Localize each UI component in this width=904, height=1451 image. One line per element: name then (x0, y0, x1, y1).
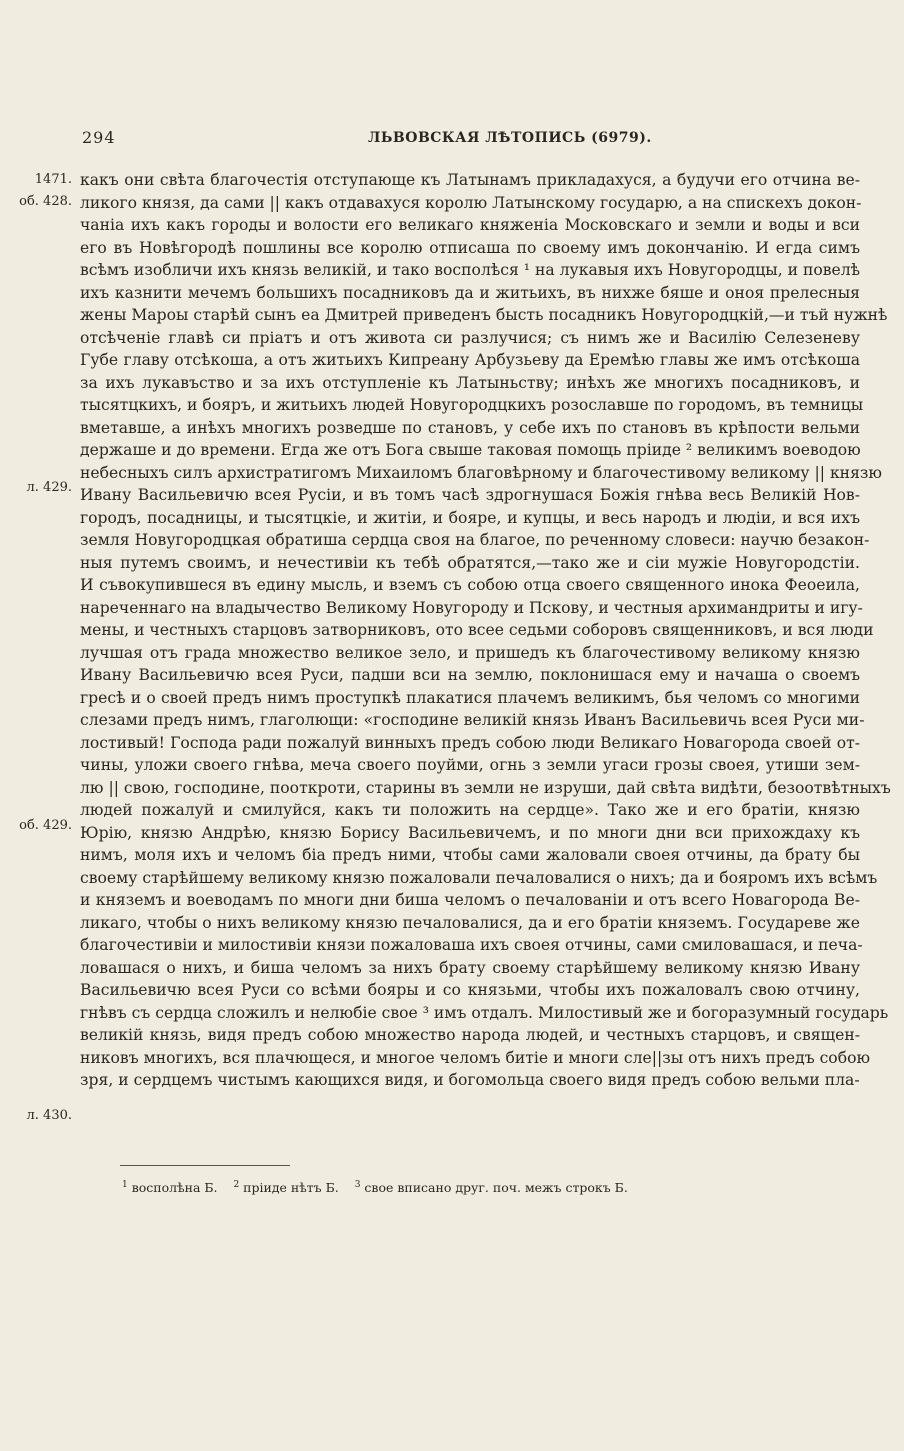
text-line: Юрію, князю Андрѣю, князю Борису Васильевичемъ, и по многи дни вси прихождаху къ (80, 823, 860, 842)
text-line: великій князь, видя предъ собою множество народа людей, и честныхъ старцовъ, и священ- (80, 1026, 860, 1044)
margin-note-year: 1471. (34, 172, 72, 187)
text-line: лю || свою, господине, пооткроти, старины въ земли не изруши, дай свѣта видѣти, безоотвѣтныхъ (80, 778, 891, 797)
margin-notes (0, 0, 78, 1451)
text-line: и княземъ и воеводамъ по многи дни биша челомъ о печалованіи и отъ всего Новагорода Ве- (80, 891, 860, 909)
footnotes (122, 1180, 628, 1195)
text-line: ликого князя, да сами || какъ отдавахуся королю Латынскому государю, а на спискехъ докон- (80, 193, 862, 212)
text-line: зря, и сердцемъ чистымъ кающихся видя, и богомольца своего видя предъ собою вельми пла- (80, 1071, 860, 1089)
page-header (0, 128, 904, 152)
text-line: земля Новугородцкая обратиша сердца своя на благое, по реченному словеси: научю безакон- (80, 531, 870, 549)
text-line: гресѣ и о своей предъ нимъ проступкѣ плакатися плачемъ великимъ, бья челомъ со многими (80, 688, 860, 707)
footnote-marker: 2 (233, 1180, 240, 1190)
text-line: небесныхъ силъ архистратигомъ Михаиломъ благовѣрному и благочестивому великому || князю (80, 463, 882, 482)
text-line: ликаго, чтобы о нихъ великому князю печаловалися, да и его братіи княземъ. Государеве же (80, 913, 860, 932)
text-line: И съвокупившеся въ едину мысль, и вземъ съ собою отца своего священного инока Феоеила, (80, 576, 860, 594)
text-line: своему старѣйшему великому князю пожаловали печаловалися о нихъ; да и бояромъ ихъ всѣмъ (80, 868, 878, 887)
text-line: вметавше, а инѣхъ многихъ розведше по становъ, у себе ихъ по становъ въ крѣпости вельми (80, 418, 860, 437)
text-line: лостивый! Господа ради пожалуй винныхъ предъ собою люди Великаго Новагорода своей от- (80, 733, 860, 752)
text-line: мены, и честныхъ старцовъ затворниковъ, ото всее седьми соборовъ священниковъ, и вся люди (80, 621, 874, 639)
running-title: ЛЬВОВСКАЯ ЛѢТОПИСЬ (6979). (368, 130, 652, 146)
footnote-text: свое вписано друг. поч. межъ строкъ Б. (364, 1180, 628, 1196)
footnote-marker: 1 (122, 1180, 128, 1190)
footnote-text: восполѣна Б. (131, 1180, 218, 1196)
page-number: 294 (82, 128, 116, 147)
footnote-divider (120, 1165, 290, 1166)
margin-note-folio: л. 429. (26, 480, 72, 495)
text-line: держаше и до времени. Егда же отъ Бога свыше таковая помощь пріиде ² великимъ воеводою (80, 441, 861, 459)
text-line: чаніа ихъ какъ городы и волости его великаго княженіа Московскаго и земли и воды и вси (80, 216, 860, 234)
text-line: его въ Новѣгородѣ пошлины все королю отписаша по своему имъ докончанію. И егда симъ (80, 238, 860, 257)
margin-note-folio: об. 429. (19, 818, 72, 833)
margin-note-folio: л. 430. (26, 1108, 72, 1123)
chronicle-text (80, 169, 891, 1092)
text-line: нимъ, моля ихъ и челомъ біа предъ ними, чтобы сами жаловали своея отчины, да брату бы (80, 846, 860, 864)
text-line: людей пожалуй и смилуйся, какъ ти положить на сердце». Тако же и его братіи, князю (80, 801, 860, 819)
text-line: за ихъ лукавъство и за ихъ отступленіе къ Латыньству; инѣхъ же многихъ посадниковъ, и (80, 373, 860, 392)
text-line: всѣмъ изобличи ихъ князь великій, и тако восполѣся ¹ на лукавыя ихъ Новугородцы, и повелѣ (80, 261, 861, 279)
text-line: благочестивіи и милостивіи князи пожаловаша ихъ своея отчины, сами смиловашася, и печа- (80, 936, 863, 954)
text-line: городъ, посадницы, и тысятцкіе, и житіи, и бояре, и купцы, и весь народъ и людіи, и вся ихъ (80, 508, 860, 527)
text-line: слезами предъ нимъ, глаголющи: «господине великій князь Иванъ Васильевичь всея Руси ми- (80, 711, 865, 729)
text-line: Губе главу отсѣкоша, а отъ житьихъ Кипреану Арбузьеву да Еремѣю главы же имъ отсѣкоша (80, 351, 860, 369)
text-line: Ивану Васильевичю всея Руси, падши вси на землю, поклонишася ему и начаша о своемъ (80, 666, 860, 684)
text-line: какъ они свѣта благочестія отступающе къ Латынамъ прикладахуся, а будучи его отчина ве- (80, 171, 860, 189)
text-line: Васильевичю всея Руси со всѣми бояры и со князьми, чтобы ихъ пожаловалъ свою отчину, (80, 981, 860, 999)
text-line: лучшая отъ града множество великое зело, и пришедъ къ благочестивому великому князю (80, 643, 860, 662)
text-line: нареченнаго на владычество Великому Новугороду и Пскову, и честныя архимандриты и игу- (80, 598, 863, 617)
text-line: жены Мароы старѣй сынъ еа Дмитрей приведенъ бысть посадникъ Новугородцкій,—и тъй нужнѣ (80, 306, 888, 324)
footnote-text: пріиде нѣтъ Б. (243, 1180, 339, 1196)
text-line: гнѣвъ съ сердца сложилъ и нелюбіе свое ³ имъ отдалъ. Милостивый же и богоразумный государь (80, 1003, 889, 1022)
footnote-marker: 3 (354, 1180, 361, 1190)
text-line: тысятцкихъ, и бояръ, и житьихъ людей Новугородцкихъ розославше по городомъ, въ темницы (80, 396, 864, 414)
text-line: ихъ казнити мечемъ большихъ посадниковъ да и житьихъ, въ нихже бяше и оноя прелесныя (80, 283, 860, 302)
text-line: никовъ многихъ, вся плачющеся, и многое челомъ битіе и многи сле||зы отъ нихъ предъ собою (80, 1048, 871, 1067)
text-line: чины, уложи своего гнѣва, меча своего поуйми, огнь з земли угаси грозы своея, утиши зем- (80, 756, 860, 774)
text-line: Ивану Васильевичю всея Русіи, и въ томъ часѣ здрогнушася Божія гнѣва весь Великій Нов- (80, 486, 860, 504)
text-line: отсѣченіе главѣ си пріатъ и отъ живота си разлучися; съ нимъ же и Василію Селезеневу (80, 328, 860, 347)
text-line: ныя путемъ своимъ, и нечестивіи къ тебѣ обратятся,—тако же и сіи мужіе Новугородстіи. (80, 553, 860, 572)
text-line: ловашася о нихъ, и биша челомъ за нихъ брату своему старѣйшему великому князю Ивану (80, 958, 860, 977)
margin-note-folio: об. 428. (19, 194, 72, 209)
